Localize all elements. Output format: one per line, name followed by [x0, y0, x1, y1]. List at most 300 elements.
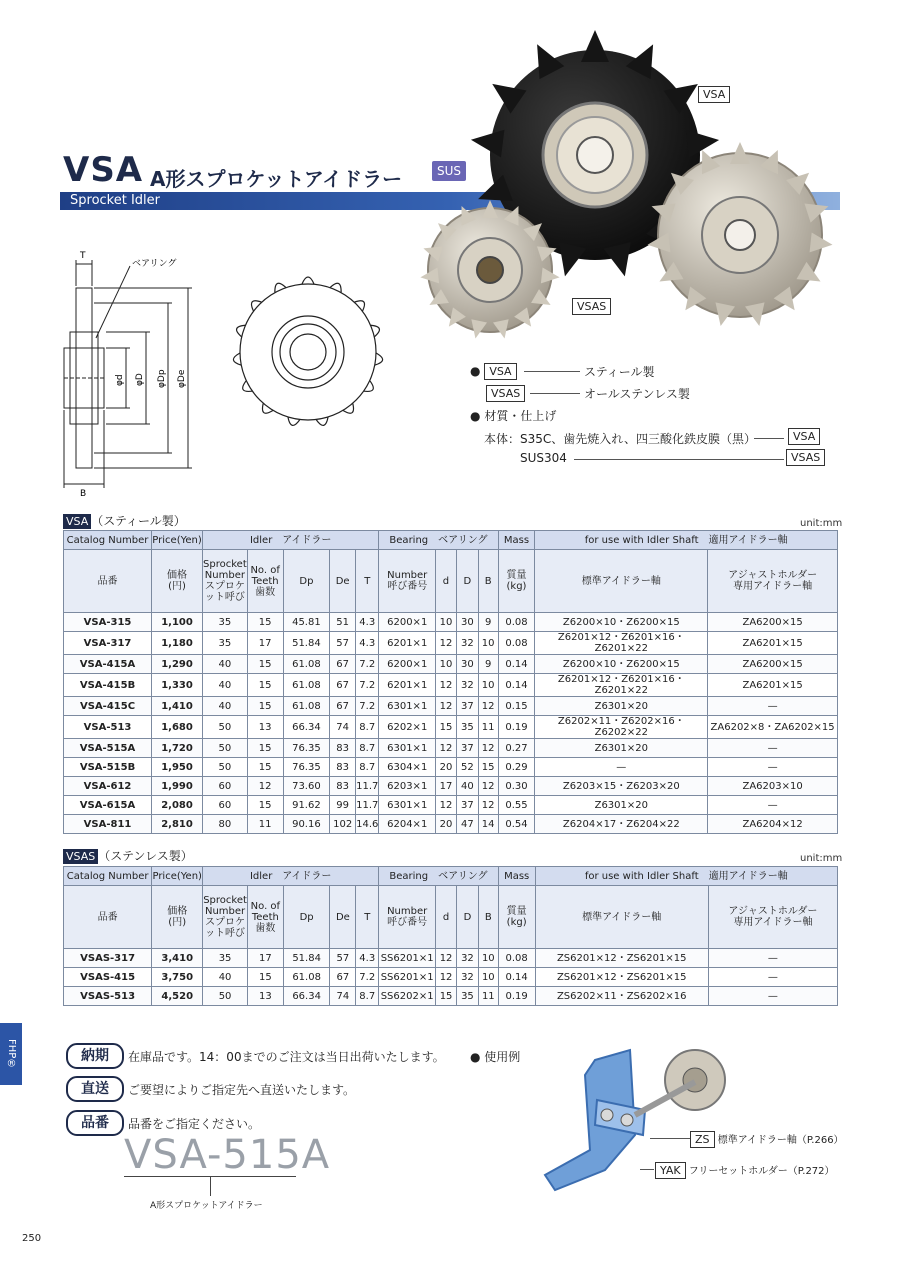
cell-adjust-shaft: —: [708, 758, 838, 777]
leader-line: [640, 1169, 654, 1170]
cell-d: 10: [436, 613, 457, 632]
cell-adjust-shaft: ZA6201×15: [708, 674, 838, 697]
col-idler: Idler アイドラー: [203, 867, 379, 886]
cell-dp: 61.08: [283, 674, 330, 697]
col-part-jp: 品番: [64, 550, 152, 613]
cell-bearing-number: 6304×1: [379, 758, 436, 777]
col-t: T: [356, 550, 379, 613]
number-text: Number: [387, 906, 428, 917]
cell-std-shaft: Z6301×20: [535, 739, 708, 758]
col-de: De: [330, 550, 356, 613]
usage-yak-tag: YAK: [655, 1162, 686, 1179]
vsa-table-tag: VSA: [63, 514, 91, 529]
cell-d: 15: [436, 987, 457, 1006]
cell-de: 67: [330, 968, 356, 987]
dim-bd-label: φD: [135, 373, 145, 386]
cell-adjust-shaft: ZA6200×15: [708, 655, 838, 674]
cell-price: 1,290: [152, 655, 203, 674]
front-view-sprocket-icon: [233, 277, 383, 427]
dim-d-label: φd: [115, 374, 125, 386]
cell-sprocket-number: 50: [203, 716, 248, 739]
cell-bearing-number: 6200×1: [379, 655, 436, 674]
cell-de: 83: [330, 777, 356, 796]
cell-sprocket-number: 60: [203, 777, 248, 796]
photo-tag-vsa: VSA: [698, 86, 730, 103]
cell-teeth: 15: [247, 697, 283, 716]
cell-catalog-number: VSA-612: [64, 777, 152, 796]
col-std-shaft: 標準アイドラー軸: [535, 550, 708, 613]
sprocket-number-jp-text: スプロケット呼び: [204, 581, 245, 603]
adjust-holder-text: アジャストホルダー: [728, 570, 818, 581]
cell-t: 7.2: [356, 968, 379, 987]
cell-sprocket-number: 50: [203, 739, 248, 758]
cell-sprocket-number: 40: [203, 968, 248, 987]
cell-teeth: 15: [247, 758, 283, 777]
col-idler: Idler アイドラー: [203, 531, 379, 550]
col-mass-jp: [498, 550, 535, 613]
cell-price: 3,410: [152, 949, 203, 968]
cell-std-shaft: Z6301×20: [535, 796, 708, 815]
cell-mass: 0.14: [498, 655, 535, 674]
cell-catalog-number: VSA-515B: [64, 758, 152, 777]
cell-price: 2,810: [152, 815, 203, 834]
cell-d: 20: [436, 815, 457, 834]
cell-d: 20: [436, 758, 457, 777]
vsas-table-tag: VSAS: [63, 849, 98, 864]
cell-bearing-number: 6301×1: [379, 739, 436, 758]
cell-dp: 66.34: [283, 716, 330, 739]
cell-teeth: 11: [247, 815, 283, 834]
col-bearing-number: [379, 886, 436, 949]
teeth-jp-text: 歯数: [255, 922, 276, 934]
cell-dp: 73.60: [283, 777, 330, 796]
number-jp-text: 呼び番号: [387, 581, 428, 592]
cell-teeth: 12: [247, 777, 283, 796]
number-text: Number: [387, 570, 428, 581]
cell-b: 10: [478, 632, 498, 655]
vsas-table-title: （ステンレス製）: [98, 849, 193, 863]
cell-de: 99: [330, 796, 356, 815]
cell-teeth: 15: [247, 655, 283, 674]
cell-dp: 61.08: [283, 697, 330, 716]
cell-t: 8.7: [356, 758, 379, 777]
cell-adjust-shaft: ZA6201×15: [708, 632, 838, 655]
mass-jp-text: 質量: [506, 570, 527, 581]
cell-d: 10: [436, 655, 457, 674]
spec-sus-tag-wrap: [786, 449, 825, 466]
table-row: [64, 987, 838, 1006]
cell-dp: 61.08: [283, 968, 330, 987]
cell-dp: 91.62: [283, 796, 330, 815]
cell-b: 11: [478, 987, 498, 1006]
usage-title: ● 使用例: [470, 1050, 521, 1064]
cell-bearing-number: 6203×1: [379, 777, 436, 796]
sprocket-number-jp-text: スプロケット呼び: [205, 917, 246, 939]
vsas-table-body: [64, 949, 838, 1006]
delivery-badge: 納期: [66, 1043, 124, 1069]
col-part-jp: 品番: [64, 886, 152, 949]
leader-line: [650, 1138, 690, 1139]
col-t: T: [356, 886, 379, 949]
cell-price: 4,520: [152, 987, 203, 1006]
cell-t: 11.7: [356, 777, 379, 796]
cell-dp: 76.35: [283, 739, 330, 758]
spec-material-title: [470, 407, 556, 424]
cell-dp: 61.08: [283, 655, 330, 674]
cell-price: 1,990: [152, 777, 203, 796]
col-bearing: Bearing ベアリング: [379, 531, 498, 550]
cell-dp: 90.16: [283, 815, 330, 834]
usage-yak-text: フリーセットホルダー（P.272）: [688, 1166, 835, 1177]
cell-b: 12: [478, 796, 498, 815]
cell-catalog-number: VSA-515A: [64, 739, 152, 758]
cell-b: 12: [478, 777, 498, 796]
cell-bearing-number: 6202×1: [379, 716, 436, 739]
cell-b: 10: [478, 674, 498, 697]
spec-body-tag: VSA: [788, 428, 820, 445]
cell-std-shaft: Z6204×17・Z6204×22: [535, 815, 708, 834]
model-code-title: VSA: [63, 150, 144, 190]
cell-catalog-number: VSA-415C: [64, 697, 152, 716]
cell-adjust-shaft: —: [708, 739, 838, 758]
cell-bd: 32: [457, 968, 479, 987]
col-d: d: [436, 550, 457, 613]
col-shaft: for use with Idler Shaft 適用アイドラー軸: [535, 531, 838, 550]
cell-b: 15: [478, 758, 498, 777]
cell-std-shaft: Z6203×15・Z6203×20: [535, 777, 708, 796]
cell-adjust-shaft: —: [708, 697, 838, 716]
cell-catalog-number: VSA-415B: [64, 674, 152, 697]
table-row: [64, 674, 838, 697]
col-teeth: [247, 886, 283, 949]
cell-mass: 0.29: [498, 758, 535, 777]
col-price-jp: [152, 550, 203, 613]
cell-mass: 0.08: [498, 613, 535, 632]
col-d: d: [436, 886, 457, 949]
cell-sprocket-number: 40: [203, 674, 248, 697]
cell-bearing-number: 6301×1: [379, 796, 436, 815]
cell-t: 4.3: [356, 949, 379, 968]
cell-bearing-number: 6301×1: [379, 697, 436, 716]
usage-zs-tag: ZS: [690, 1131, 715, 1148]
cell-catalog-number: VSA-615A: [64, 796, 152, 815]
cell-t: 7.2: [356, 655, 379, 674]
cell-bearing-number: SS6201×1: [379, 949, 436, 968]
cell-sprocket-number: 35: [203, 613, 248, 632]
cell-dp: 51.84: [283, 949, 330, 968]
cell-std-shaft: ZS6201×12・ZS6201×15: [535, 968, 708, 987]
cell-bearing-number: 6201×1: [379, 674, 436, 697]
col-bd: D: [457, 886, 479, 949]
cell-mass: 0.55: [498, 796, 535, 815]
adjust-shaft-text: 専用アイドラー軸: [733, 581, 813, 592]
cell-bearing-number: SS6202×1: [379, 987, 436, 1006]
cell-de: 74: [330, 716, 356, 739]
cell-b: 11: [478, 716, 498, 739]
cell-adjust-shaft: —: [708, 796, 838, 815]
cell-bd: 35: [457, 987, 479, 1006]
cell-d: 12: [436, 796, 457, 815]
cell-mass: 0.30: [498, 777, 535, 796]
cell-catalog-number: VSAS-415: [64, 968, 152, 987]
cell-dp: 51.84: [283, 632, 330, 655]
table-row: [64, 655, 838, 674]
cell-bd: 32: [456, 632, 478, 655]
cell-sprocket-number: 40: [203, 697, 248, 716]
vsas-table-heading: [63, 847, 193, 864]
vsas-table-unit: unit:mm: [800, 853, 843, 864]
kg-unit-text: (kg): [506, 917, 527, 928]
cell-t: 11.7: [356, 796, 379, 815]
spec-sus-text: SUS304: [520, 451, 567, 465]
cell-sprocket-number: 60: [203, 796, 248, 815]
spec-body-text: 本体：S35C、歯先焼入れ、四三酸化鉄皮膜（黒）: [484, 432, 756, 446]
cell-catalog-number: VSA-811: [64, 815, 152, 834]
spec-vsa-tag: VSA: [484, 363, 516, 380]
cell-sprocket-number: 50: [203, 758, 248, 777]
yen-unit-text: (円): [168, 917, 187, 928]
col-mass: Mass: [498, 531, 535, 550]
table-row: [64, 697, 838, 716]
col-sprocket-number: [203, 550, 248, 613]
dim-t-label: T: [80, 251, 86, 261]
cell-bearing-number: SS6201×1: [379, 968, 436, 987]
cell-price: 1,950: [152, 758, 203, 777]
cell-bearing-number: 6204×1: [379, 815, 436, 834]
cell-de: 51: [330, 613, 356, 632]
col-sprocket-number: [203, 886, 248, 949]
cell-de: 83: [330, 758, 356, 777]
teeth-jp-text: 歯数: [255, 586, 276, 598]
vsa-table-title: （スティール製）: [91, 514, 186, 528]
cell-dp: 45.81: [283, 613, 330, 632]
col-mass: Mass: [498, 867, 535, 886]
table-row: [64, 632, 838, 655]
cell-de: 83: [330, 739, 356, 758]
technical-drawing: [50, 248, 400, 496]
cell-mass: 0.19: [498, 716, 535, 739]
cell-mass: 0.54: [498, 815, 535, 834]
cell-price: 1,680: [152, 716, 203, 739]
table-row: [64, 968, 838, 987]
cell-teeth: 17: [247, 949, 283, 968]
teeth-text: No. of Teeth: [250, 564, 280, 587]
cell-mass: 0.14: [498, 674, 535, 697]
cell-teeth: 13: [247, 987, 283, 1006]
spec-vsas-tag: VSAS: [486, 385, 525, 402]
cell-t: 7.2: [356, 674, 379, 697]
vsas-spec-table: [63, 866, 838, 1006]
spec-sus-tag: VSAS: [786, 449, 825, 466]
cell-d: 17: [436, 777, 457, 796]
cell-t: 4.3: [356, 632, 379, 655]
cell-std-shaft: Z6201×12・Z6201×16・Z6201×22: [535, 632, 708, 655]
cell-mass: 0.27: [498, 739, 535, 758]
cell-de: 57: [330, 632, 356, 655]
col-adjust-shaft: [708, 550, 838, 613]
cell-std-shaft: Z6201×12・Z6201×16・Z6201×22: [535, 674, 708, 697]
spec-vsas-line: [486, 385, 525, 402]
sprocket-number-text: Sprocket Number: [203, 895, 247, 917]
spec-vsa-line: [470, 363, 517, 380]
cell-t: 14.6: [356, 815, 379, 834]
adjust-holder-text: アジャストホルダー: [728, 906, 818, 917]
material-title-text: 材質・仕上げ: [484, 409, 557, 423]
cell-b: 10: [478, 949, 498, 968]
yen-unit-text: (円): [168, 581, 186, 592]
price-jp-text: 価格: [167, 570, 188, 581]
cell-sprocket-number: 40: [203, 655, 248, 674]
vsa-spec-table: [63, 530, 838, 834]
col-bearing-number: [379, 550, 436, 613]
cell-t: 7.2: [356, 697, 379, 716]
cell-mass: 0.08: [498, 949, 535, 968]
part-text: 品番をご指定ください。: [128, 1117, 261, 1131]
cell-mass: 0.19: [498, 987, 535, 1006]
cell-dp: 76.35: [283, 758, 330, 777]
cell-bd: 30: [456, 613, 478, 632]
cell-d: 12: [436, 949, 457, 968]
cell-price: 1,720: [152, 739, 203, 758]
dim-dp-label: φDp: [157, 369, 167, 388]
col-de: De: [330, 886, 356, 949]
cell-de: 67: [330, 674, 356, 697]
col-std-shaft: 標準アイドラー軸: [535, 886, 708, 949]
cell-de: 102: [330, 815, 356, 834]
table-row: [64, 815, 838, 834]
col-dp: Dp: [283, 886, 330, 949]
cell-bd: 32: [457, 949, 479, 968]
cell-adjust-shaft: —: [708, 987, 837, 1006]
table-row: [64, 949, 838, 968]
dim-b-label: B: [80, 489, 87, 496]
leader-line: [754, 438, 784, 439]
cell-price: 1,100: [152, 613, 203, 632]
table-row: [64, 716, 838, 739]
cell-b: 10: [478, 968, 498, 987]
bullet-icon: ●: [470, 364, 481, 378]
cell-sprocket-number: 80: [203, 815, 248, 834]
cell-price: 1,180: [152, 632, 203, 655]
cell-adjust-shaft: ZA6204×12: [708, 815, 838, 834]
cell-d: 12: [436, 739, 457, 758]
cell-t: 8.7: [356, 987, 379, 1006]
cell-b: 9: [478, 613, 498, 632]
spec-vsas-text: オールステンレス製: [584, 387, 690, 401]
table-row: [64, 758, 838, 777]
cell-adjust-shaft: ZA6202×8・ZA6202×15: [708, 716, 838, 739]
table-row: [64, 739, 838, 758]
cell-std-shaft: —: [535, 758, 708, 777]
cell-d: 12: [436, 632, 457, 655]
cell-price: 1,410: [152, 697, 203, 716]
spec-vsa-text: スティール製: [584, 365, 655, 379]
cell-price: 2,080: [152, 796, 203, 815]
delivery-text: 在庫品です。14：00までのご注文は当日出荷いたします。: [128, 1050, 445, 1064]
cell-d: 15: [436, 716, 457, 739]
cell-adjust-shaft: —: [708, 949, 837, 968]
bearing-label: ベアリング: [132, 259, 177, 269]
cell-adjust-shaft: ZA6203×10: [708, 777, 838, 796]
cell-bd: 35: [456, 716, 478, 739]
table-row: [64, 796, 838, 815]
bullet-icon: ●: [470, 409, 481, 423]
example-model-number: VSA-515A: [124, 1132, 331, 1178]
bracket-icon: [545, 1050, 645, 1190]
cell-mass: 0.15: [498, 697, 535, 716]
cell-price: 1,330: [152, 674, 203, 697]
adjust-shaft-text: 専用アイドラー軸: [733, 917, 813, 928]
cell-catalog-number: VSAS-513: [64, 987, 152, 1006]
cell-de: 67: [330, 697, 356, 716]
cell-teeth: 15: [247, 739, 283, 758]
cell-d: 12: [436, 968, 457, 987]
col-bd: D: [456, 550, 478, 613]
cell-catalog-number: VSA-513: [64, 716, 152, 739]
col-catalog-number: Catalog Number: [64, 867, 152, 886]
cell-std-shaft: ZS6202×11・ZS6202×16: [535, 987, 708, 1006]
cell-catalog-number: VSA-315: [64, 613, 152, 632]
cell-std-shaft: Z6301×20: [535, 697, 708, 716]
cell-bd: 37: [456, 697, 478, 716]
leader-line: [524, 371, 580, 372]
sprocket-number-text: Sprocket Number: [203, 559, 247, 581]
cell-sprocket-number: 50: [203, 987, 248, 1006]
col-shaft: for use with Idler Shaft 適用アイドラー軸: [535, 867, 837, 886]
vsa-table-heading: [63, 512, 186, 529]
cell-b: 12: [478, 739, 498, 758]
cell-d: 12: [436, 674, 457, 697]
col-teeth: [247, 550, 283, 613]
cell-catalog-number: VSAS-317: [64, 949, 152, 968]
direct-badge: 直送: [66, 1076, 124, 1102]
cell-b: 12: [478, 697, 498, 716]
col-b: B: [478, 550, 498, 613]
cell-teeth: 17: [247, 632, 283, 655]
cell-price: 3,750: [152, 968, 203, 987]
cell-t: 8.7: [356, 739, 379, 758]
teeth-text: No. of Teeth: [250, 900, 281, 923]
cell-bd: 30: [456, 655, 478, 674]
cell-mass: 0.08: [498, 632, 535, 655]
cell-sprocket-number: 35: [203, 632, 248, 655]
spec-body-tag-wrap: [788, 428, 820, 445]
cell-bd: 47: [456, 815, 478, 834]
cell-bd: 37: [456, 739, 478, 758]
product-title-en: Sprocket Idler: [70, 193, 160, 208]
table-row: [64, 613, 838, 632]
cell-bd: 32: [456, 674, 478, 697]
side-tab-fhp[interactable]: FHP®: [0, 1023, 22, 1085]
cell-bd: 37: [456, 796, 478, 815]
usage-zs-text: 標準アイドラー軸（P.266）: [717, 1135, 844, 1146]
cell-teeth: 15: [247, 968, 283, 987]
cell-mass: 0.14: [498, 968, 535, 987]
cell-bearing-number: 6200×1: [379, 613, 436, 632]
example-caption: A形スプロケットアイドラー: [150, 1201, 263, 1211]
cell-bearing-number: 6201×1: [379, 632, 436, 655]
direct-text: ご要望によりご指定先へ直送いたします。: [128, 1083, 356, 1097]
cell-teeth: 15: [247, 796, 283, 815]
cell-catalog-number: VSA-415A: [64, 655, 152, 674]
cell-b: 14: [478, 815, 498, 834]
sus-badge: SUS: [432, 161, 466, 181]
idler-sprocket-icon: [635, 1050, 725, 1115]
col-bearing: Bearing ベアリング: [379, 867, 499, 886]
usage-zs-line: [690, 1131, 844, 1148]
col-catalog-number: Catalog Number: [64, 531, 152, 550]
cell-std-shaft: Z6200×10・Z6200×15: [535, 655, 708, 674]
